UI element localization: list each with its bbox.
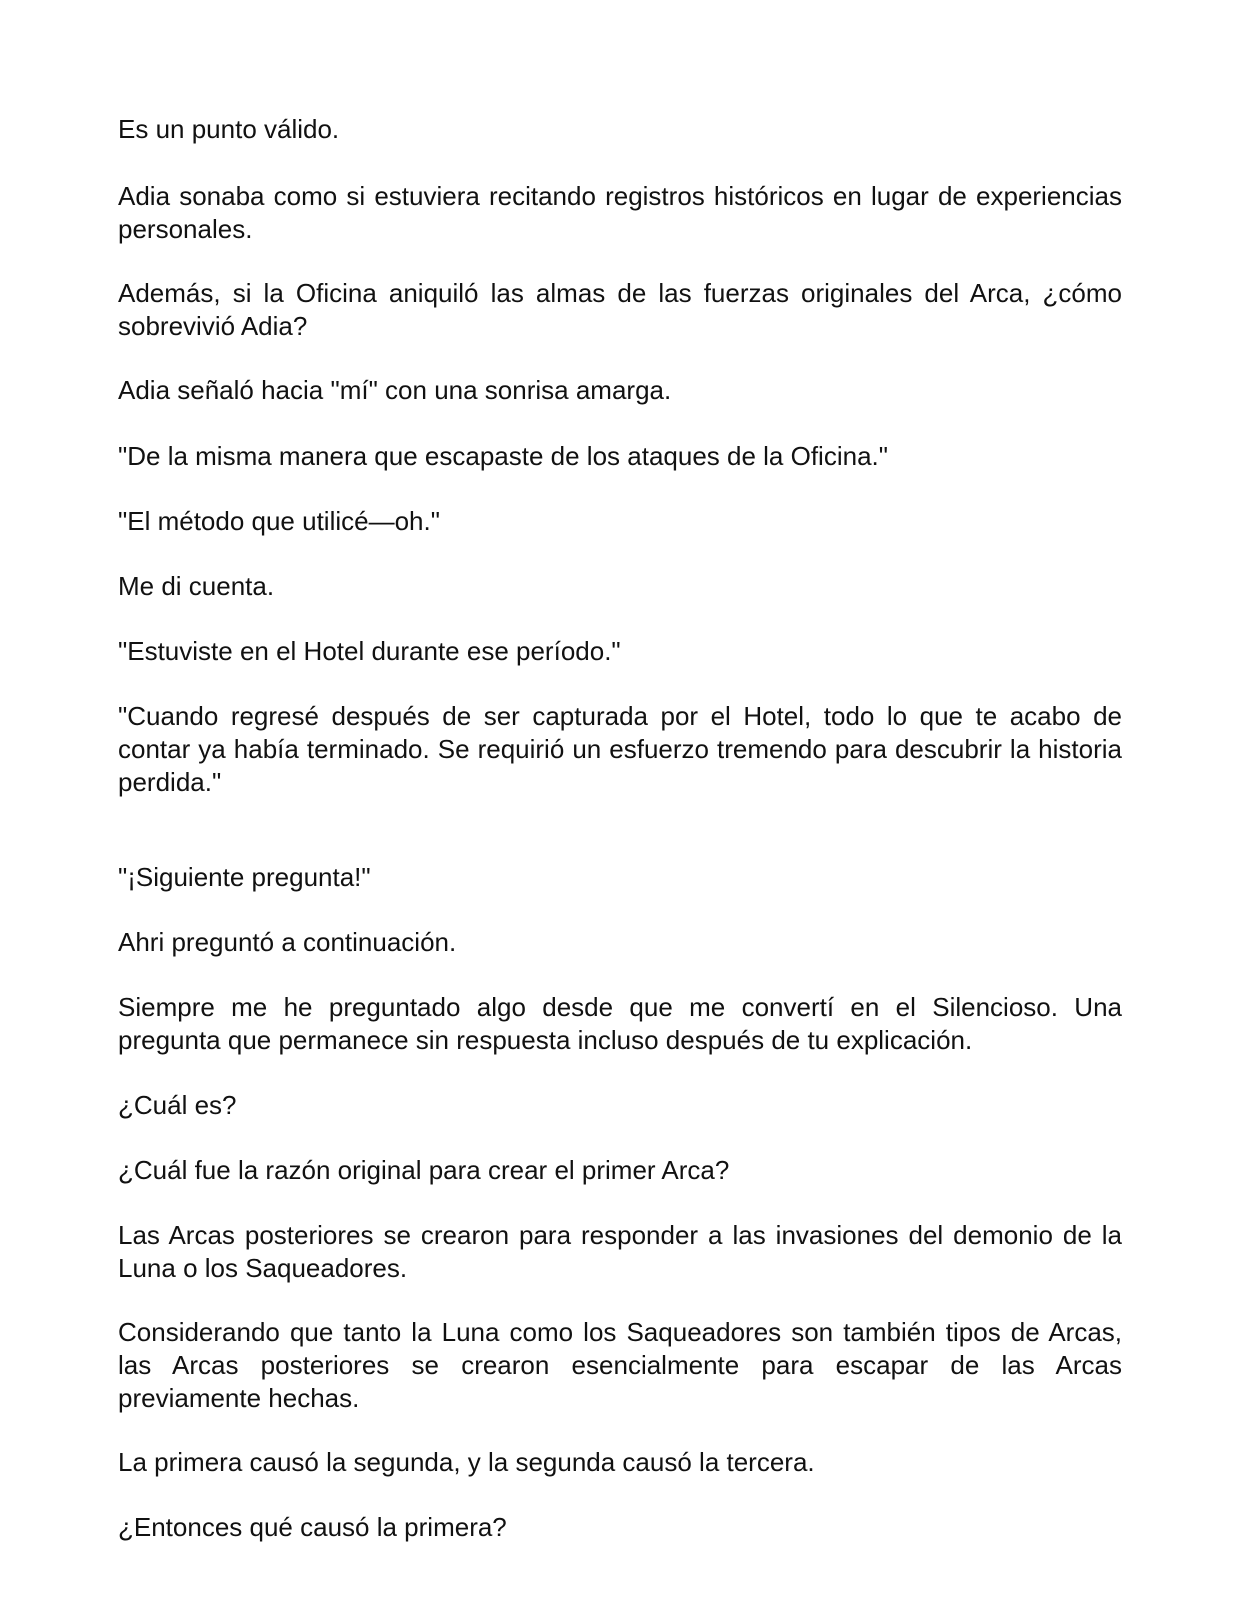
paragraph: "Estuviste en el Hotel durante ese período." [118,636,621,666]
paragraph: "Cuando regresé después de ser capturada por el Hotel, todo lo que te acabo de contar ya había terminado. Se requirió un esfuerzo tremendo para descubrir la historia perdida." [118,701,1122,797]
paragraph: Adia señaló hacia "mí" con una sonrisa amarga. [118,375,672,405]
paragraph: Además, si la Oficina aniquiló las almas de las fuerzas originales del Arca, ¿cómo sobrevivió Adia? [118,278,1122,341]
paragraph: Considerando que tanto la Luna como los Saqueadores son también tipos de Arcas, las Arcas posteriores se crearon esencialmente para escapar de las Arcas previamente hechas. [118,1317,1122,1413]
paragraph: "De la misma manera que escapaste de los ataques de la Oficina." [118,441,888,471]
paragraph: Adia sonaba como si estuviera recitando registros históricos en lugar de experiencias personales. [118,181,1122,244]
paragraph: "¡Siguiente pregunta!" [118,862,371,892]
paragraph: Me di cuenta. [118,571,275,601]
paragraph: ¿Cuál es? [118,1090,237,1120]
paragraph: Las Arcas posteriores se crearon para responder a las invasiones del demonio de la Luna o los Saqueadores. [118,1220,1122,1283]
paragraph: Siempre me he preguntado algo desde que me convertí en el Silencioso. Una pregunta que permanece sin respuesta incluso después de tu explicación. [118,992,1122,1055]
paragraph: "El método que utilicé—oh." [118,506,440,536]
paragraph: La primera causó la segunda, y la segunda causó la tercera. [118,1447,815,1477]
paragraph: ¿Entonces qué causó la primera? [118,1512,507,1542]
paragraph: Ahri preguntó a continuación. [118,927,457,957]
paragraph: Es un punto válido. [118,114,340,144]
paragraph: ¿Cuál fue la razón original para crear el primer Arca? [118,1155,730,1185]
